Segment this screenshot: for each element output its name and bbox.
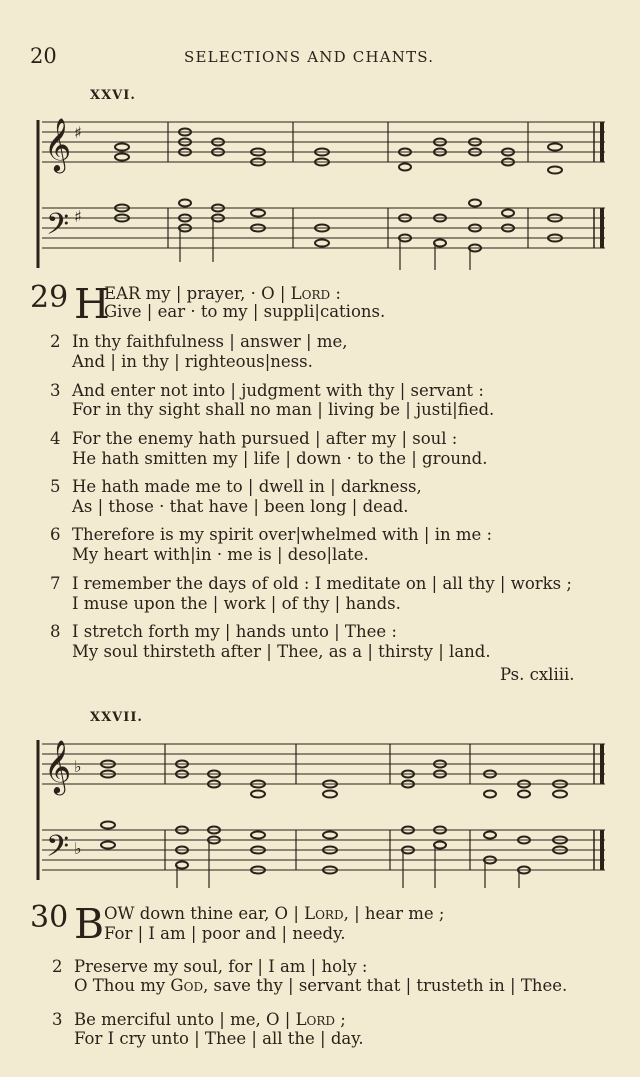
music-score-xxvii [0, 732, 640, 897]
verse-line: Therefore is my spirit over|whelmed with | in me : [72, 525, 493, 544]
verse-number: 7 [50, 574, 61, 593]
verse-line: In thy faithfulness | answer | me, [72, 332, 348, 351]
running-title: SELECTIONS AND CHANTS. [184, 48, 435, 66]
verse-line: O Thou my God, save thy | servant that | trusteth in | Thee. [74, 976, 568, 995]
svg-text:♯: ♯ [74, 207, 82, 226]
psalm-number-30: 30 [30, 900, 69, 935]
verse-line: And | in thy | righteous|ness. [72, 352, 313, 371]
verse-number: 4 [50, 429, 61, 448]
verse-line: Preserve my soul, for | I am | holy : [74, 957, 368, 976]
verse-number: 5 [50, 477, 61, 496]
svg-text:♭: ♭ [74, 839, 82, 858]
verse-line: Give | ear · to my | suppli|cations. [104, 302, 386, 321]
verse-number: 2 [52, 957, 63, 976]
svg-text:𝄢: 𝄢 [46, 830, 70, 871]
svg-text:𝄞: 𝄞 [44, 739, 72, 793]
verse-number: 3 [52, 1010, 63, 1029]
chant-label-xxvii: XXVII. [90, 710, 143, 725]
verse-line: For in thy sight shall no man | living be | justi|fied. [72, 400, 495, 419]
verse-line: For I cry unto | Thee | all the | day. [74, 1029, 364, 1048]
verse-line: Be merciful unto | me, O | Lord ; [74, 1010, 346, 1029]
verse-number: 6 [50, 525, 61, 544]
svg-text:𝄞: 𝄞 [44, 117, 72, 171]
verse-line: For the enemy hath pursued | after my | soul : [72, 429, 458, 448]
verse-line: He hath smitten my | life | down · to the | ground. [72, 449, 488, 468]
svg-text:♭: ♭ [74, 757, 82, 776]
verse-line: I muse upon the | work | of thy | hands. [72, 594, 401, 613]
chant-label-xxvi: XXVI. [90, 88, 136, 103]
verse-line: EAR my | prayer, · O | Lord : [104, 284, 341, 303]
psalm-number-29: 29 [30, 280, 69, 315]
verse-line: I remember the days of old : I meditate on | all thy | works ; [72, 574, 572, 593]
verse-line: For | I am | poor and | needy. [104, 924, 346, 943]
music-score-xxvi [0, 110, 640, 280]
drop-cap: B [74, 900, 105, 948]
verse-line: My heart with|in · me is | deso|late. [72, 545, 369, 564]
verse-line: As | those · that have | been long | dead. [72, 497, 409, 516]
svg-text:♯: ♯ [74, 123, 82, 142]
svg-text:𝄢: 𝄢 [46, 208, 70, 249]
psalm-reference: Ps. cxliii. [500, 665, 575, 684]
verse-line: I stretch forth my | hands unto | Thee : [72, 622, 397, 641]
verse-line: He hath made me to | dwell in | darkness, [72, 477, 422, 496]
verse-number: 8 [50, 622, 61, 641]
verse-number: 2 [50, 332, 61, 351]
verse-number: 3 [50, 381, 61, 400]
verse-line: And enter not into | judgment with thy | servant : [72, 381, 484, 400]
verse-line: OW down thine ear, O | Lord, | hear me ; [104, 904, 445, 923]
drop-cap: H [74, 280, 110, 328]
page-number: 20 [30, 44, 57, 68]
verse-line: My soul thirsteth after | Thee, as a | thirsty | land. [72, 642, 491, 661]
